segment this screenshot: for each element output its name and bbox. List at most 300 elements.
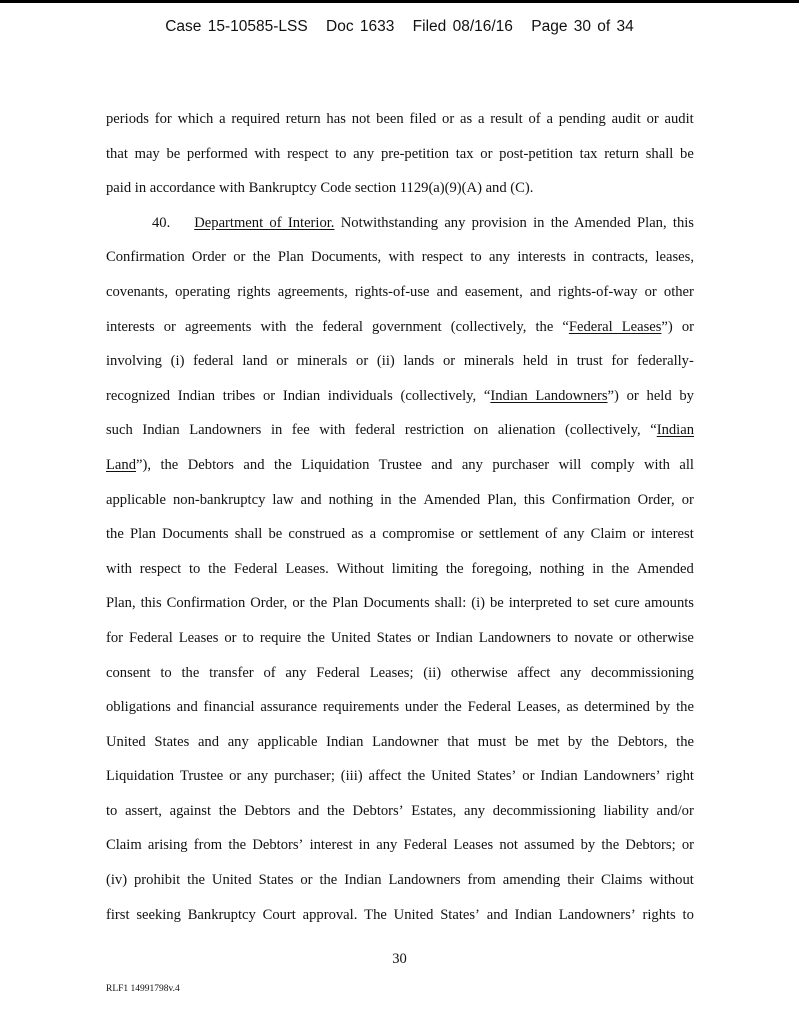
word: or bbox=[681, 491, 694, 508]
word: their bbox=[567, 872, 595, 889]
word: States’ bbox=[476, 768, 517, 785]
word: the bbox=[591, 733, 609, 750]
word: Liquidation bbox=[106, 768, 175, 785]
word: the bbox=[611, 560, 630, 577]
word: to bbox=[242, 629, 254, 646]
word: minerals bbox=[463, 353, 515, 370]
text-line bbox=[106, 794, 694, 829]
word: seeking bbox=[136, 906, 181, 923]
word: in bbox=[556, 353, 569, 370]
word: by bbox=[580, 837, 596, 854]
word: leases, bbox=[655, 249, 694, 266]
word: any bbox=[560, 664, 582, 681]
word: (i) bbox=[170, 353, 185, 370]
word: as bbox=[566, 699, 579, 716]
word: United bbox=[431, 768, 471, 785]
word: has bbox=[326, 111, 346, 127]
word: Amended bbox=[637, 560, 694, 577]
word: Leases; bbox=[369, 664, 414, 681]
word: Confirmation bbox=[551, 491, 631, 508]
word: from bbox=[193, 837, 223, 854]
word: the bbox=[181, 664, 200, 681]
word: with bbox=[254, 145, 281, 162]
word: amounts bbox=[644, 595, 694, 612]
word: Federal bbox=[128, 629, 173, 646]
word: be bbox=[514, 733, 529, 750]
word: limiting bbox=[391, 560, 438, 577]
text-line bbox=[106, 759, 694, 794]
word: (i) bbox=[471, 595, 486, 612]
word: or bbox=[276, 353, 289, 370]
word: the bbox=[309, 595, 328, 612]
word: any bbox=[376, 837, 398, 854]
word: interest bbox=[309, 837, 353, 854]
word: and bbox=[300, 491, 322, 508]
word: Estates, bbox=[411, 802, 457, 819]
word: or bbox=[224, 629, 237, 646]
word: any bbox=[488, 249, 511, 266]
word: Claim bbox=[590, 526, 627, 543]
word: by bbox=[567, 733, 583, 750]
word: Amended bbox=[423, 491, 481, 508]
case-number: Case 15-10585-LSS bbox=[165, 18, 308, 35]
word: Plan bbox=[277, 249, 304, 266]
word: Claims bbox=[600, 872, 643, 889]
defined-term-indian-landowners: Indian Landowners bbox=[490, 387, 608, 404]
word: United bbox=[211, 872, 252, 889]
word: of bbox=[263, 664, 276, 681]
word: cure bbox=[614, 595, 640, 612]
word: filed bbox=[409, 111, 437, 127]
word: covenants, bbox=[106, 283, 169, 300]
word: Debtors’ bbox=[352, 802, 404, 819]
document-body bbox=[106, 102, 694, 932]
word: Documents bbox=[162, 526, 229, 543]
word: any bbox=[227, 733, 249, 750]
word: Indian bbox=[344, 872, 382, 889]
word: or bbox=[417, 629, 430, 646]
word: Debtors bbox=[244, 802, 291, 819]
word: to bbox=[335, 145, 347, 162]
court-filing-header bbox=[0, 18, 799, 36]
word: this bbox=[140, 595, 162, 612]
word: a bbox=[546, 111, 553, 127]
word: the bbox=[398, 491, 417, 508]
word: as bbox=[460, 111, 473, 127]
text-line bbox=[106, 656, 694, 691]
section-heading: Department of Interior. bbox=[194, 214, 335, 231]
word: trust bbox=[576, 353, 603, 370]
word: Plan bbox=[332, 595, 359, 612]
word: Documents bbox=[363, 595, 430, 612]
word: or bbox=[646, 111, 659, 127]
word: Plan, bbox=[487, 491, 517, 508]
word: may bbox=[134, 145, 160, 162]
word: pending bbox=[558, 111, 606, 127]
word: Indian bbox=[326, 733, 364, 750]
word: the bbox=[326, 802, 345, 819]
word: or bbox=[442, 353, 456, 370]
word: for bbox=[154, 111, 172, 127]
word: lands bbox=[403, 353, 435, 370]
text-line: paid in accordance with Bankruptcy Code section 1129(a)(9)(A) and (C). bbox=[106, 180, 534, 197]
word: post-petition bbox=[499, 145, 573, 162]
word: respect bbox=[287, 145, 329, 162]
word: a bbox=[369, 526, 377, 543]
text-line bbox=[106, 586, 694, 621]
top-border-line bbox=[0, 0, 799, 3]
word: respect bbox=[421, 249, 464, 266]
word: or bbox=[632, 526, 645, 543]
word: rights-of-way bbox=[558, 283, 638, 300]
word: federal bbox=[193, 353, 234, 370]
word: Bankruptcy bbox=[187, 906, 256, 923]
word: requirements bbox=[322, 699, 400, 716]
text-line bbox=[106, 483, 694, 518]
word: prohibit bbox=[134, 872, 181, 889]
word: any bbox=[285, 664, 307, 681]
word: pre-petition bbox=[380, 145, 450, 162]
word: met bbox=[537, 733, 560, 750]
text-line bbox=[106, 552, 694, 587]
word: for bbox=[106, 629, 124, 646]
word: (iv) bbox=[106, 872, 128, 889]
word: the bbox=[218, 802, 237, 819]
text-line bbox=[106, 898, 694, 933]
word: federally- bbox=[637, 353, 694, 370]
word: the bbox=[228, 837, 247, 854]
defined-term-indian-land: Indian bbox=[656, 422, 694, 439]
word: and bbox=[298, 802, 320, 819]
word: required bbox=[231, 111, 280, 127]
text-line bbox=[106, 690, 694, 725]
word: right bbox=[666, 768, 694, 785]
word: the bbox=[443, 699, 462, 716]
word: or bbox=[356, 353, 369, 370]
word: shall bbox=[234, 526, 263, 543]
word: this bbox=[523, 491, 545, 508]
word: agreements, bbox=[277, 283, 348, 300]
word: other bbox=[663, 283, 694, 300]
word: States bbox=[376, 629, 412, 646]
word: shall: bbox=[434, 595, 467, 612]
word: Federal bbox=[467, 699, 512, 716]
word: or bbox=[619, 629, 632, 646]
word: assurance bbox=[260, 699, 318, 716]
word: audit bbox=[611, 111, 641, 127]
word: that bbox=[106, 145, 128, 162]
word: the bbox=[676, 699, 694, 716]
paragraph-number: 40. bbox=[152, 214, 171, 231]
word: consent bbox=[106, 664, 151, 681]
word: Landowners bbox=[388, 872, 461, 889]
word: financial bbox=[203, 699, 255, 716]
word: land bbox=[242, 353, 268, 370]
word: or bbox=[229, 768, 242, 785]
word: Court bbox=[262, 906, 296, 923]
word: the bbox=[252, 249, 271, 266]
word: minerals bbox=[297, 353, 348, 370]
word: construed bbox=[288, 526, 346, 543]
word: for bbox=[611, 353, 629, 370]
word: by bbox=[655, 699, 671, 716]
word: the bbox=[319, 872, 338, 889]
word: or bbox=[681, 837, 694, 854]
word: and bbox=[529, 283, 551, 300]
word: first bbox=[106, 906, 130, 923]
word: any bbox=[353, 145, 375, 162]
text-line bbox=[106, 344, 694, 379]
word: in bbox=[573, 249, 585, 266]
text-line: recognized Indian tribes or Indian individuals (collectively, “Indian Landowners”) or held by bbox=[106, 387, 694, 404]
word: Federal bbox=[403, 837, 448, 854]
word: or bbox=[300, 872, 313, 889]
word: and bbox=[436, 283, 458, 300]
word: compromise bbox=[382, 526, 455, 543]
page-number: 30 bbox=[392, 951, 407, 967]
word: Claim bbox=[106, 837, 142, 854]
word: without bbox=[649, 872, 694, 889]
text-line bbox=[106, 102, 694, 137]
word: the bbox=[106, 526, 124, 543]
word: be bbox=[268, 526, 283, 543]
word: Confirmation bbox=[106, 249, 185, 266]
word: liability bbox=[603, 802, 649, 819]
word: Order, bbox=[637, 491, 675, 508]
word: held bbox=[522, 353, 548, 370]
word: Confirmation bbox=[166, 595, 246, 612]
word: been bbox=[376, 111, 404, 127]
word: assert, bbox=[125, 802, 162, 819]
text-line bbox=[106, 725, 694, 760]
word: United bbox=[106, 733, 146, 750]
word: against bbox=[169, 802, 211, 819]
word: contracts, bbox=[591, 249, 649, 266]
word: approval. bbox=[302, 906, 358, 923]
word: respect bbox=[139, 560, 182, 577]
word: Order, bbox=[250, 595, 288, 612]
page-indicator: Page 30 of 34 bbox=[531, 18, 634, 35]
word: the bbox=[407, 768, 426, 785]
text-line bbox=[106, 240, 694, 275]
word: to bbox=[160, 664, 172, 681]
word: settlement bbox=[478, 526, 539, 543]
word: to bbox=[106, 802, 118, 819]
word: not bbox=[499, 837, 518, 854]
word: as bbox=[351, 526, 364, 543]
word: transfer bbox=[209, 664, 254, 681]
paragraph-40-first-line: 40. Department of Interior. Notwithstanding any provision in the Amended Plan, this bbox=[152, 214, 694, 231]
word: interpreted bbox=[508, 595, 572, 612]
word: the bbox=[445, 560, 464, 577]
word: to bbox=[576, 595, 589, 612]
word: Leases. bbox=[285, 560, 329, 577]
word: set bbox=[593, 595, 610, 612]
word: (ii) bbox=[376, 353, 395, 370]
word: in bbox=[380, 491, 392, 508]
word: Indian bbox=[514, 906, 552, 923]
word: non-bankruptcy bbox=[172, 491, 266, 508]
word: obligations bbox=[106, 699, 171, 716]
word: Trustee bbox=[179, 768, 224, 785]
word: any bbox=[247, 768, 269, 785]
text-line bbox=[106, 828, 694, 863]
doc-number: Doc 1633 bbox=[326, 18, 395, 35]
word: applicable bbox=[106, 491, 166, 508]
word: rights-of-use bbox=[354, 283, 430, 300]
word: The bbox=[364, 906, 387, 923]
word: or bbox=[480, 145, 493, 162]
word: and/or bbox=[656, 802, 694, 819]
word: arising bbox=[147, 837, 188, 854]
word: that bbox=[447, 733, 470, 750]
word: Federal bbox=[316, 664, 360, 681]
word: not bbox=[351, 111, 371, 127]
word: rights bbox=[237, 283, 271, 300]
word: and bbox=[176, 699, 198, 716]
word: the bbox=[187, 872, 205, 889]
word: under bbox=[404, 699, 439, 716]
word: be bbox=[680, 145, 694, 162]
word: return bbox=[604, 145, 640, 162]
word: a bbox=[477, 111, 485, 127]
word: with bbox=[106, 560, 132, 577]
word: tax bbox=[579, 145, 598, 162]
word: Landowners’ bbox=[583, 768, 661, 785]
word: in bbox=[592, 560, 604, 577]
word: require bbox=[259, 629, 302, 646]
word: involving bbox=[106, 353, 162, 370]
word: (iii) bbox=[340, 768, 363, 785]
word: Leases bbox=[178, 629, 219, 646]
word: and bbox=[197, 733, 220, 750]
word: or bbox=[442, 111, 455, 127]
word: any bbox=[563, 526, 585, 543]
word: interests bbox=[517, 249, 566, 266]
word: (ii) bbox=[423, 664, 442, 681]
word: or bbox=[233, 249, 246, 266]
word: Without bbox=[336, 560, 384, 577]
word: of bbox=[528, 111, 541, 127]
word: Federal bbox=[233, 560, 278, 577]
word: Leases, bbox=[517, 699, 561, 716]
word: rights bbox=[642, 906, 676, 923]
word: performed bbox=[186, 145, 248, 162]
word: and bbox=[486, 906, 508, 923]
word: Documents, bbox=[311, 249, 382, 266]
text-line bbox=[106, 863, 694, 898]
word: decommissioning bbox=[492, 802, 596, 819]
word: Landowners bbox=[478, 629, 551, 646]
word: nothing bbox=[539, 560, 585, 577]
word: Indian bbox=[540, 768, 578, 785]
word: be bbox=[489, 595, 504, 612]
text-line bbox=[106, 137, 694, 172]
word: Plan bbox=[130, 526, 156, 543]
word: States bbox=[154, 733, 190, 750]
word: United bbox=[393, 906, 434, 923]
word: decommissioning bbox=[590, 664, 694, 681]
word: Landowners’ bbox=[558, 906, 636, 923]
word: nothing bbox=[328, 491, 374, 508]
word: affect bbox=[368, 768, 402, 785]
word: or bbox=[522, 768, 535, 785]
word: amending bbox=[502, 872, 561, 889]
text-line bbox=[106, 517, 694, 552]
word: any bbox=[463, 802, 486, 819]
word: determined bbox=[584, 699, 650, 716]
word: Plan, bbox=[106, 595, 136, 612]
word: result bbox=[490, 111, 523, 127]
word: States’ bbox=[440, 906, 480, 923]
word: or bbox=[460, 526, 473, 543]
word: of bbox=[545, 526, 558, 543]
word: the bbox=[307, 629, 325, 646]
word: Debtors, bbox=[617, 733, 668, 750]
text-line bbox=[106, 621, 694, 656]
word: which bbox=[177, 111, 214, 127]
word: or bbox=[292, 595, 305, 612]
word: to bbox=[188, 560, 201, 577]
word: novate bbox=[574, 629, 614, 646]
word: the bbox=[601, 837, 620, 854]
word: otherwise bbox=[450, 664, 508, 681]
text-line bbox=[106, 275, 694, 310]
filed-date: Filed 08/16/16 bbox=[412, 18, 513, 35]
word: States bbox=[258, 872, 294, 889]
word: be bbox=[166, 145, 181, 162]
word: audit bbox=[664, 111, 694, 127]
text-line: interests or agreements with the federal government (collectively, the “Federal Leases”) or bbox=[106, 318, 694, 335]
word: assumed bbox=[524, 837, 575, 854]
word: Order bbox=[191, 249, 226, 266]
word: affect bbox=[517, 664, 551, 681]
word: otherwise bbox=[637, 629, 694, 646]
word: United bbox=[330, 629, 371, 646]
word: Debtors; bbox=[625, 837, 676, 854]
word: Indian bbox=[435, 629, 473, 646]
document-id-footer: RLF1 14991798v.4 bbox=[106, 984, 180, 994]
defined-term-federal-leases: Federal Leases bbox=[568, 318, 662, 335]
word: to bbox=[470, 249, 482, 266]
text-line: such Indian Landowners in fee with federal restriction on alienation (collectively, “Indian bbox=[106, 422, 694, 439]
word: operating bbox=[175, 283, 231, 300]
word: tax bbox=[455, 145, 474, 162]
word: applicable bbox=[257, 733, 318, 750]
word: with bbox=[388, 249, 415, 266]
word: periods bbox=[106, 111, 149, 127]
text-line: Land”), the Debtors and the Liquidation Trustee and any purchaser will comply with all bbox=[106, 456, 694, 473]
word: must bbox=[477, 733, 507, 750]
word: shall bbox=[645, 145, 674, 162]
word: the bbox=[676, 733, 694, 750]
word: Debtors’ bbox=[252, 837, 304, 854]
word: Leases bbox=[453, 837, 494, 854]
word: to bbox=[682, 906, 694, 923]
word: Landowner bbox=[372, 733, 439, 750]
defined-term-land: Land bbox=[106, 456, 136, 473]
word: to bbox=[556, 629, 569, 646]
word: interest bbox=[650, 526, 694, 543]
word: from bbox=[467, 872, 496, 889]
word: foregoing, bbox=[471, 560, 532, 577]
word: return bbox=[285, 111, 321, 127]
word: the bbox=[208, 560, 227, 577]
word: easement, bbox=[464, 283, 523, 300]
word: or bbox=[644, 283, 657, 300]
word: in bbox=[358, 837, 371, 854]
word: law bbox=[272, 491, 294, 508]
